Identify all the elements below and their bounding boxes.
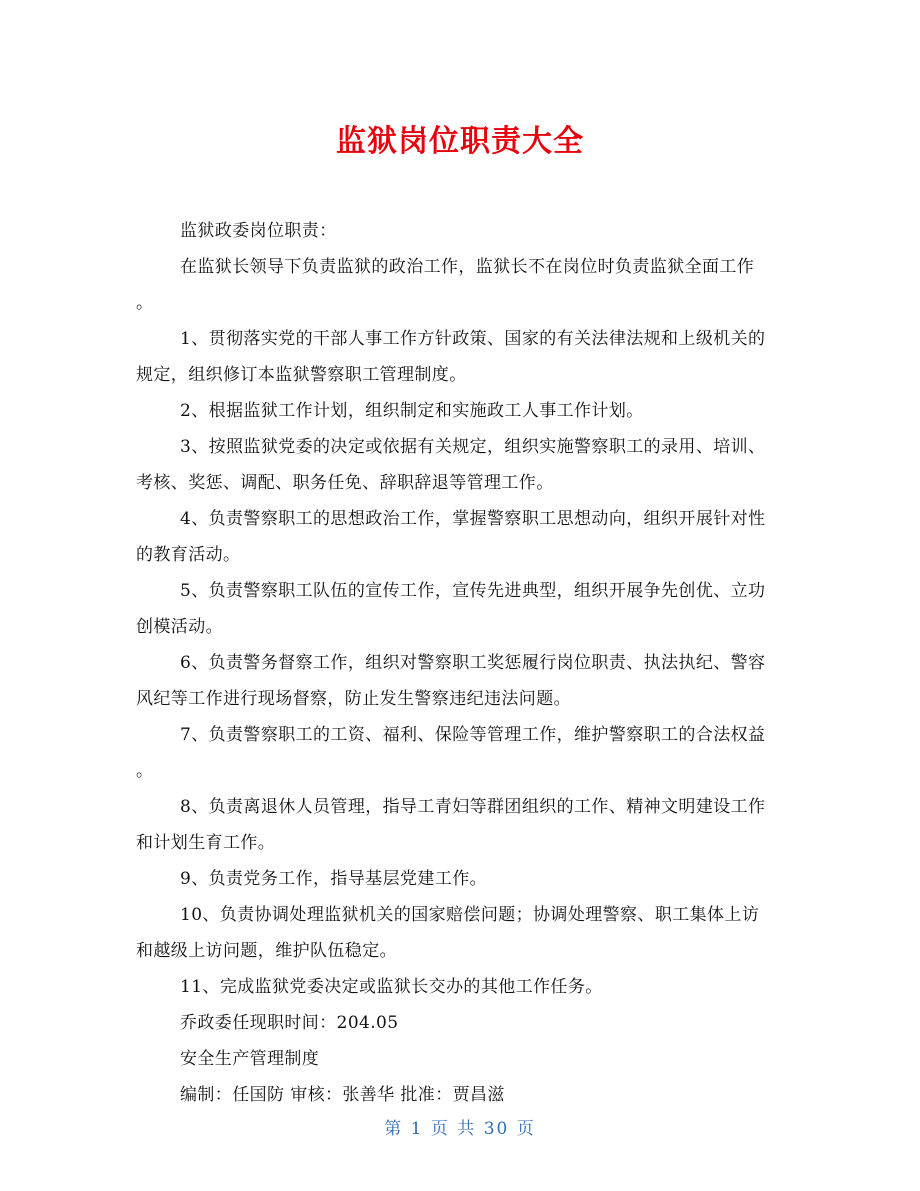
paragraph-line: 和越级上访问题，维护队伍稳定。 bbox=[136, 941, 397, 961]
paragraph-line: 3、按照监狱党委的决定或依据有关规定，组织实施警察职工的录用、培训、 bbox=[180, 437, 766, 457]
paragraph-line: 编制：任国防 审核：张善华 批准：贾昌滋 bbox=[180, 1085, 505, 1105]
paragraph-line: 7、负责警察职工的工资、福利、保险等管理工作，维护警察职工的合法权益 bbox=[180, 725, 766, 745]
paragraph-line: 风纪等工作进行现场督察，防止发生警察违纪违法问题。 bbox=[136, 689, 571, 709]
document-body bbox=[136, 213, 788, 1113]
paragraph-line: 乔政委任现职时间：204.05 bbox=[180, 1013, 399, 1033]
paragraph-line: 的教育活动。 bbox=[136, 545, 241, 565]
paragraph-line: 2、根据监狱工作计划，组织制定和实施政工人事工作计划。 bbox=[180, 401, 644, 421]
paragraph-line: 创模活动。 bbox=[136, 617, 223, 637]
paragraph-line: 10、负责协调处理监狱机关的国家赔偿问题；协调处理警察、职工集体上访 bbox=[180, 905, 760, 925]
paragraph-line: 11、完成监狱党委决定或监狱长交办的其他工作任务。 bbox=[180, 977, 603, 997]
paragraph-line: 9、负责党务工作，指导基层党建工作。 bbox=[180, 869, 488, 889]
paragraph-line: 4、负责警察职工的思想政治工作，掌握警察职工思想动向，组织开展针对性 bbox=[180, 509, 766, 529]
paragraph-line: 8、负责离退休人员管理，指导工青妇等群团组织的工作、精神文明建设工作 bbox=[180, 797, 766, 817]
paragraph-line: 5、负责警察职工队伍的宣传工作，宣传先进典型，组织开展争先创优、立功 bbox=[180, 581, 766, 601]
section-heading: 监狱政委岗位职责： bbox=[180, 221, 337, 241]
page-title: 监狱岗位职责大全 bbox=[336, 124, 584, 159]
section-heading: 安全生产管理制度 bbox=[180, 1049, 320, 1069]
paragraph-line: 考核、奖惩、调配、职务任免、辞职辞退等管理工作。 bbox=[136, 473, 554, 493]
paragraph-line: 规定，组织修订本监狱警察职工管理制度。 bbox=[136, 365, 467, 385]
paragraph-line: 。 bbox=[136, 761, 154, 781]
paragraph-line: 在监狱长领导下负责监狱的政治工作，监狱长不在岗位时负责监狱全面工作 bbox=[180, 257, 755, 277]
page-footer: 第 1 页 共 30 页 bbox=[384, 1119, 536, 1139]
paragraph-line: 和计划生育工作。 bbox=[136, 833, 276, 853]
paragraph-line: 1、贯彻落实党的干部人事工作方针政策、国家的有关法律法规和上级机关的 bbox=[180, 329, 766, 349]
paragraph-line: 6、负责警务督察工作，组织对警察职工奖惩履行岗位职责、执法执纪、警容 bbox=[180, 653, 766, 673]
paragraph-line: 。 bbox=[136, 293, 154, 313]
